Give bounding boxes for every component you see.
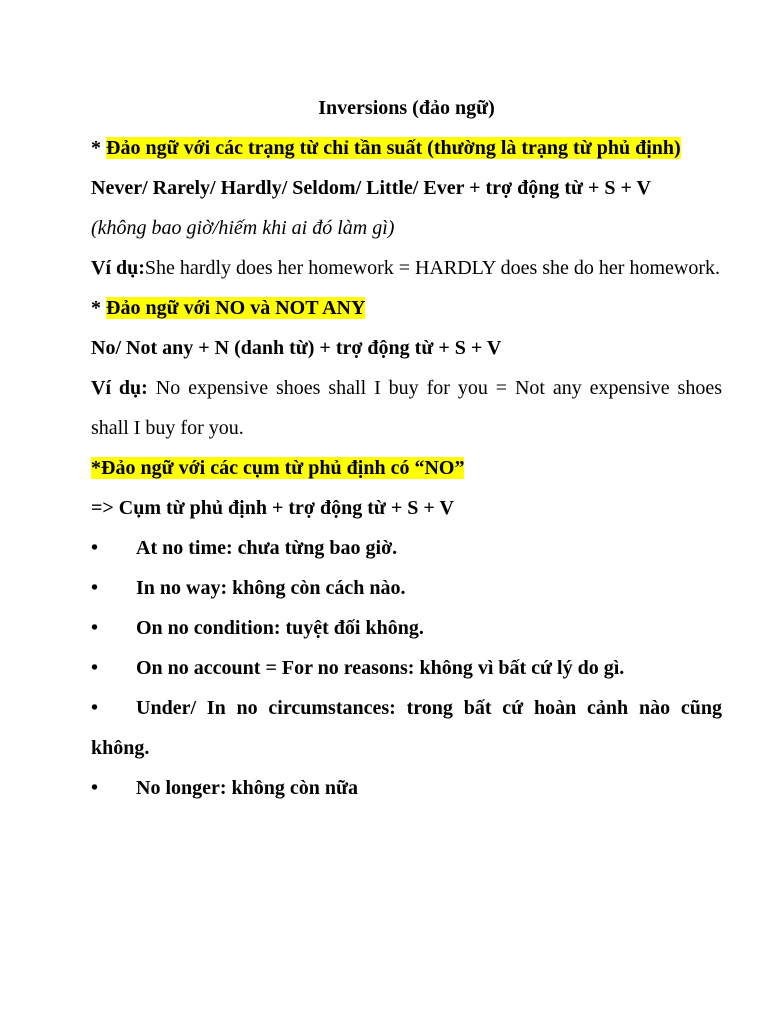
bullet-icon [91,528,136,568]
list-item-text: On no condition: tuyệt đối không. [136,617,424,639]
bullet-icon [91,608,136,648]
list-item-text: In no way: không còn cách nào. [136,577,406,599]
heading-prefix: * [91,457,101,479]
highlighted-heading-text: Đảo ngữ với NO và NOT ANY [106,297,366,319]
section-heading-negative-phrases [91,448,722,488]
bullet-icon [91,568,136,608]
list-item [91,528,722,568]
heading-prefix: * [91,137,106,159]
bullet-icon [91,768,136,808]
structure-formula-adverbs: Never/ Rarely/ Hardly/ Seldom/ Little/ Ever + trợ động từ + S + V [91,177,651,199]
list-item [91,768,722,808]
list-item [91,688,722,768]
document-page [91,88,722,808]
meaning-note: (không bao giờ/hiếm khi ai đó làm gì) [91,217,395,239]
highlighted-heading-text: Đảo ngữ với các trạng từ chỉ tần suất (thường là trạng từ phủ định) [106,137,681,159]
example-label: Ví dụ: [91,257,145,279]
section-heading-no-not-any [91,288,722,328]
negative-phrases-list [91,528,722,808]
list-item [91,608,722,648]
section-heading-adverbs [91,128,722,168]
bullet-icon [91,688,136,728]
list-item-text: No longer: không còn nữa [136,777,359,799]
structure-formula-negative-phrases: => Cụm từ phủ định + trợ động từ + S + V [91,497,454,519]
structure-formula-no-not-any: No/ Not any + N (danh từ) + trợ động từ + S + V [91,337,502,359]
list-item [91,648,722,688]
example-label: Ví dụ: [91,377,148,399]
document-title: Inversions (đảo ngữ) [318,97,495,119]
list-item-text: At no time: chưa từng bao giờ. [136,537,398,559]
bullet-icon [91,648,136,688]
list-item [91,568,722,608]
list-item-text: Under/ In no circumstances: trong bất cứ hoàn cảnh nào cũng không. [91,697,722,759]
example-adverbs [91,248,722,288]
highlighted-heading-text: Đảo ngữ với các cụm từ phủ định có “NO” [101,457,465,479]
list-item-text: On no account = For no reasons: không vì bất cứ lý do gì. [136,657,625,679]
heading-prefix: * [91,297,106,319]
example-no-not-any [91,368,722,448]
example-text: She hardly does her homework = HARDLY does she do her homework. [144,257,720,279]
example-text: No expensive shoes shall I buy for you = Not any expensive shoes shall I buy for you. [91,377,722,439]
